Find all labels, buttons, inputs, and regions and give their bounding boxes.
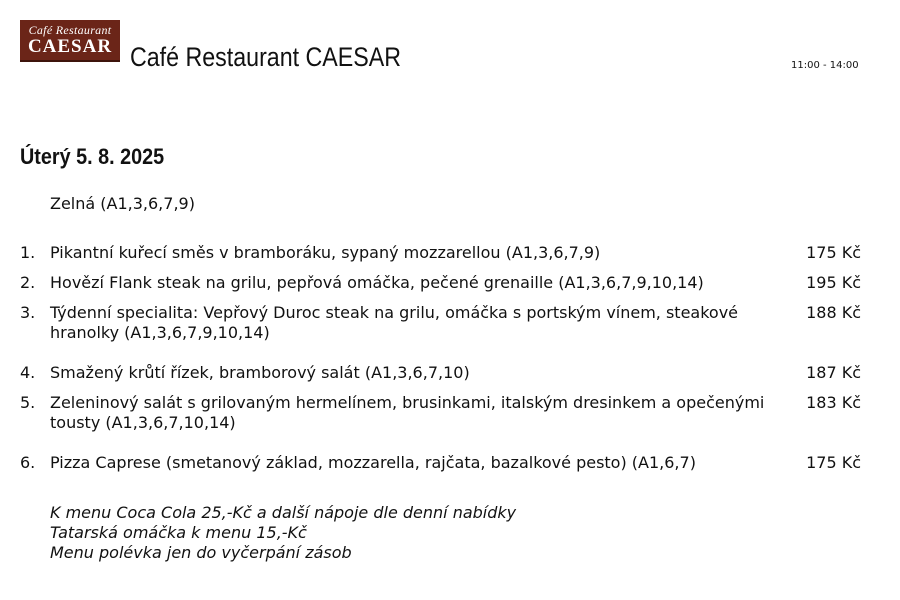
menu-item-number: 1. (20, 243, 36, 262)
menu-item-number: 3. (20, 303, 36, 322)
menu-item-number: 5. (20, 393, 36, 412)
menu-item-price: 188 Kč (806, 303, 861, 322)
note-line: Tatarská omáčka k menu 15,-Kč (50, 523, 307, 542)
menu-item-description: Týdenní specialita: Vepřový Duroc steak na grilu, omáčka s portským vínem, steakové hranolky (A1,3,6,7,9,10,14) (50, 303, 739, 342)
menu-item-description: Zeleninový salát s grilovaným hermelínem, brusinkami, italským dresinkem a opečenými tousty (A1,3,6,7,10,14) (50, 393, 765, 432)
menu-item-price: 175 Kč (806, 243, 861, 262)
note-line: Menu polévka jen do vyčerpání zásob (50, 543, 352, 562)
menu-item-number: 2. (20, 273, 36, 292)
menu-item-number: 6. (20, 453, 36, 472)
menu-item-description: Pizza Caprese (smetanový základ, mozzarella, rajčata, bazalkové pesto) (A1,6,7) (50, 453, 696, 472)
menu-item-price: 175 Kč (806, 453, 861, 472)
soup-of-the-day: Zelná (A1,3,6,7,9) (50, 194, 195, 213)
menu-item-description: Pikantní kuřecí směs v bramboráku, sypaný mozzarellou (A1,3,6,7,9) (50, 243, 601, 262)
menu-item-description: Smažený krůtí řízek, bramborový salát (A1,3,6,7,10) (50, 363, 470, 382)
menu-item-price: 183 Kč (806, 393, 861, 412)
menu-notes (50, 503, 516, 563)
menu-item-number: 4. (20, 363, 36, 382)
restaurant-name: Café Restaurant CAESAR (130, 42, 402, 72)
opening-hours: 11:00 - 14:00 (791, 60, 859, 71)
menu-item-description: Hovězí Flank steak na grilu, pepřová omáčka, pečené grenaille (A1,3,6,7,9,10,14) (50, 273, 704, 292)
logo-line-1: Café Restaurant (28, 23, 112, 37)
menu-item-price: 195 Kč (806, 273, 861, 292)
menu-item-price: 187 Kč (806, 363, 861, 382)
note-line: K menu Coca Cola 25,-Kč a další nápoje dle denní nabídky (50, 503, 517, 522)
logo-line-2: CAESAR (27, 36, 113, 57)
restaurant-logo (20, 20, 120, 62)
menu-date-heading: Úterý 5. 8. 2025 (20, 144, 165, 169)
